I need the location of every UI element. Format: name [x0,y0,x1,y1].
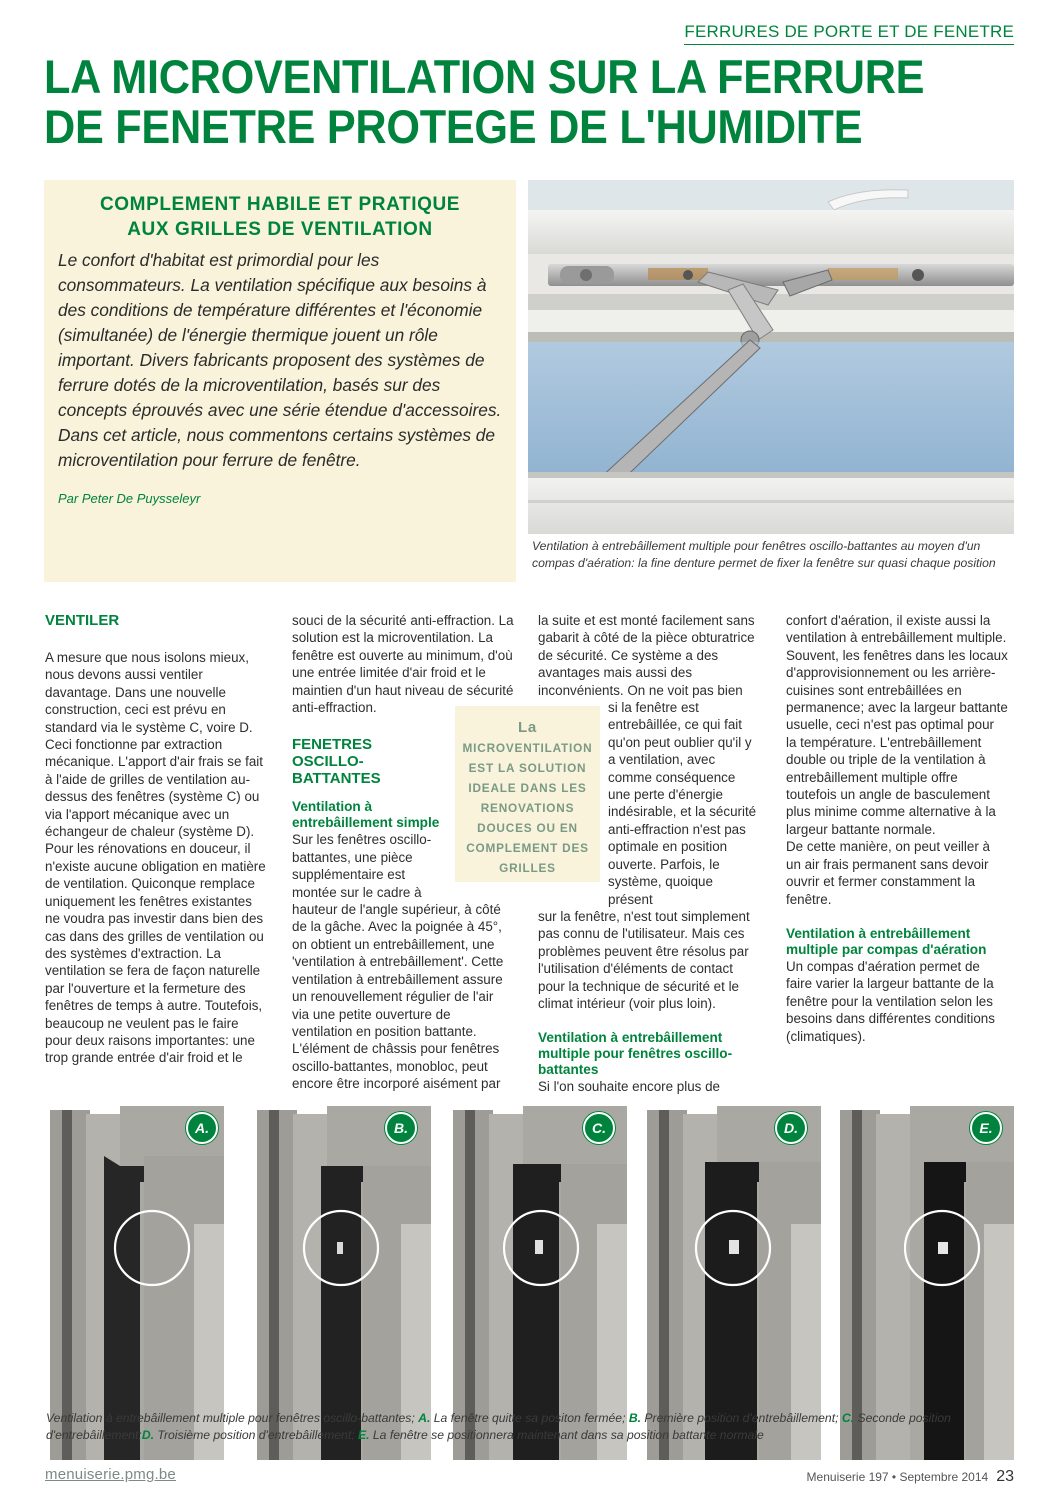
site-link[interactable]: menuiserie.pmg.be [45,1466,176,1483]
paragraph: Un compas d'aération permet de faire varier la largeur battante de la fenêtre pour la ventilation selon les besoins dans différentes conditions (climatiques). [786,958,995,1044]
subheading-simple: Ventilation à entrebâillement simple [292,799,440,831]
headline-line-1: LA MICROVENTILATION SUR LA FERRURE [44,50,925,103]
caption-label-c: C. [841,1411,855,1425]
window-corner-illustration [251,1106,431,1460]
section-tag: FERRURES DE PORTE ET DE FENETRE [684,22,1014,45]
sequence-panel [641,1106,821,1460]
intro-heading-line-1: COMPLEMENT HABILE ET PRATIQUE [99,194,461,215]
sequence-panel [447,1106,627,1460]
pull-quote [455,706,600,882]
window-corner-illustration [44,1106,224,1460]
caption-text-b: Première position d'entrebâillement; [641,1411,842,1425]
issue-info: Menuiserie 197 • Septembre 2014 [806,1470,989,1484]
panel-label-badge: E. [970,1112,1002,1144]
sequence-panel [251,1106,431,1460]
caption-text-e: La fenêtre se positionnera maintenant dans sa position battante normale [369,1428,764,1442]
panel-label-badge: C. [583,1112,615,1144]
headline-line-2: DE FENETRE PROTEGE DE L'HUMIDITE [44,100,863,153]
subheading-compas: Ventilation à entrebâillement multiple par compas d'aération [786,925,987,957]
paragraph: A mesure que nous isolons mieux, nous devons aussi ventiler davantage. Dans une nouvelle construction, ceci est prévu en standard via le système C, voire D. Ceci fonctionne par extraction mécanique. L'apport d'air frais se fait à l'aide de grilles de ventilation au-dessus des fenêtres (système C) ou via l'apport mécanique avec un échangeur de chaleur (système D). Pour les rénovations en douceur, il n'existe aucune obligation en matière de ventilation. Quiconque remplace uniquement les fenêtres existantes ne voudra pas investir dans bien des cas dans des grilles de ventilation ou des systèmes d'extraction. La ventilation se fera de façon naturelle par l'ouverture et la fermeture des fenêtres de temps à autre. Toutefois, beaucoup ne veulent pas le faire pour deux raisons importantes: une trop grande entrée d'air froid et le [45,650,266,1066]
paragraph: hauteur de l'angle supérieur, à côté de la gâche. Avec la poignée à 45°, on obtient un entrebâillement, une 'ventilation à entrebâillement'. Cette ventilation à entrebâillement assure un renouvellement régulier de l'air via une petite ouverture de ventilation en position battante. L'élément de châssis pour fenêtres oscillo-battantes, monobloc, peut encore être incorporé aisément par [292,902,504,1092]
subheading-multiple: Ventilation à entrebâillement multiple pour fenêtres oscillo-battantes [538,1030,733,1078]
byline: Par Peter De Puysseleyr [58,491,201,506]
caption-text-a: La fenêtre quitte sa positon fermée; [430,1411,629,1425]
caption-label-b: B. [628,1411,642,1425]
caption-text-d: Troisième position d'entrebâillement; [154,1428,358,1442]
caption-intro: Ventilation à entrebâillement multiple pour fenêtres oscillo-battantes; [46,1411,419,1425]
paragraph: De cette manière, on peut veiller à un air frais permanent sans devoir ouvrir et fermer constamment la fenêtre. [786,839,990,907]
panel-label-badge: B. [385,1112,417,1144]
photo-caption: Ventilation à entrebâillement multiple pour fenêtres oscillo-battantes au moyen d'un compas d'aération: la fine denture permet de fixer la fenêtre sur quasi chaque position [532,539,996,570]
sequence-panel [834,1106,1014,1460]
panel-label-badge: A. [186,1112,218,1144]
paragraph: Si l'on souhaite encore plus de [538,1079,720,1095]
column-4 [786,612,1008,1045]
paragraph: confort d'aération, il existe aussi la ventilation à entrebâillement multiple. [786,613,1007,646]
window-stay-illustration [528,180,1014,534]
pull-quote-text: MICROVENTILATION EST LA SOLUTION IDEALE DANS LES RENOVATIONS DOUCES OU EN COMPLEMENT DES GRILLES [462,741,593,875]
opening-sequence-figure [44,1106,1014,1406]
caption-label-d: D. [141,1428,155,1442]
heading-oscillo-battantes: FENETRES OSCILLO-BATTANTES [292,736,381,788]
page-number: 23 [996,1468,1014,1485]
heading-ventiler: VENTILER [45,612,120,629]
paragraph: si la fenêtre est entrebâillée, ce qui fait qu'on peut oublier qu'il y a ventilation, avec comme conséquence une perte d'énergie indésirable, et la sécurité anti-effraction n'est pas optimale en position ouverte. Parfois, le système, quoique présent [608,700,757,907]
caption-text-c: Seconde position d'entrebâillement; [46,1411,951,1442]
figure-caption [46,1410,1014,1444]
column-1 [45,612,267,1067]
pull-quote-first-word: La [517,719,538,736]
headline [44,52,946,152]
paragraph: sur la fenêtre, n'est tout simplement pas connu de l'utilisateur. Mais ces problèmes peuvent être résolus par l'utilisation d'éléments de contact pour la technique de sécurité et le climat intérieur (voir plus loin). [538,908,750,1011]
panel-label-badge: D. [775,1112,807,1144]
paragraph: souci de la sécurité anti-effraction. La solution est la microventilation. La fenêtre est ouverte au minimum, d'où une entrée limitée d'air froid et le maintien d'un haut niveau de sécurité anti-effraction. [292,613,514,716]
intro-box [44,180,516,582]
paragraph: Souvent, les fenêtres dans les locaux d'approvisionnement ou les arrière-cuisines sont entrebâillées en permanence; avec la largeur battante usuelle, ceci n'est pas optimal pour la température. L'entrebâillement double ou triple de la ventilation à entrebâillement multiple offre toutefois un angle de basculement plus minime comme alternative à la largeur battante normale. [786,647,1008,837]
sequence-panel [44,1106,224,1460]
hardware-photo [528,180,1014,534]
intro-lead: Le confort d'habitat est primordial pour les consommateurs. La ventilation spécifique aux besoins à des conditions de température différentes et l'économie (simultanée) de l'énergie thermique jouent un rôle important. Divers fabricants proposent des systèmes de ferrure dotés de la microventilation, basés sur des concepts éprouvés avec une série étendue d'accessoires. Dans cet article, nous commentons certains systèmes de microventilation pour ferrure de fenêtre. [58,250,502,470]
footer-issue [807,1468,1014,1486]
window-corner-illustration [834,1106,1014,1460]
paragraph: la suite et est monté facilement sans gabarit à côté de la pièce obturatrice de sécurité. Ce système a des avantages mais aussi des inconvénients. On ne voit pas bien [538,613,755,698]
caption-label-a: A. [418,1411,431,1425]
intro-heading-line-2: AUX GRILLES DE VENTILATION [127,219,433,240]
window-corner-illustration [447,1106,627,1460]
paragraph: Sur les fenêtres oscillo-battantes, une pièce supplémentaire est montée sur le cadre à [292,832,432,900]
intro-heading [58,192,502,242]
caption-label-e: E. [357,1428,370,1442]
window-corner-illustration [641,1106,821,1460]
